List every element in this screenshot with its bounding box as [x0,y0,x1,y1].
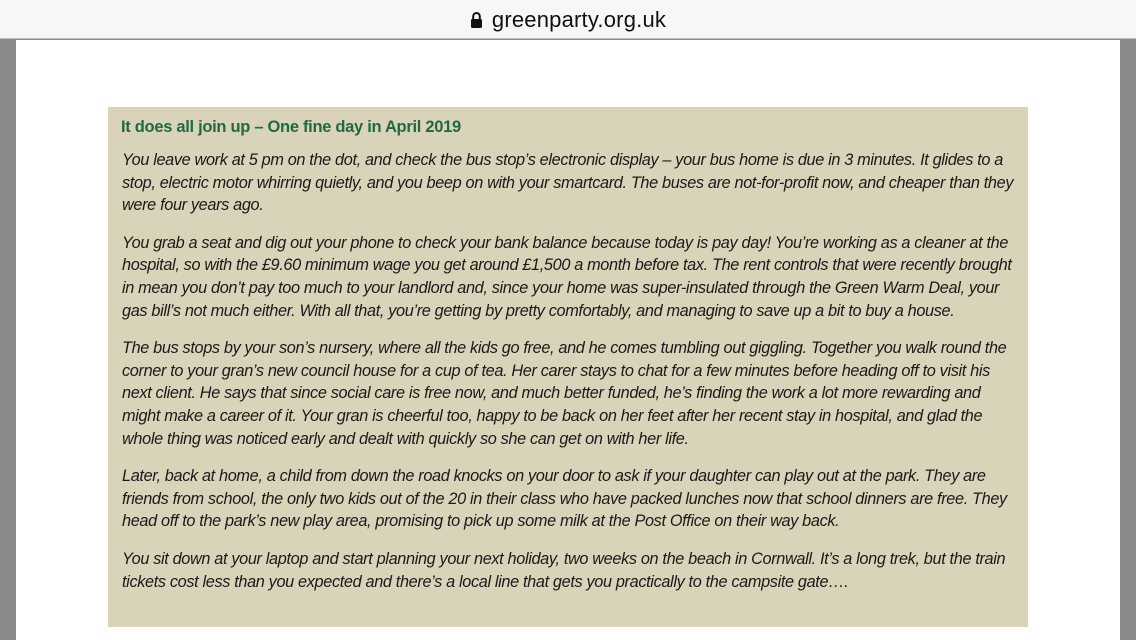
page-content [16,40,1120,640]
url-text[interactable]: greenparty.org.uk [491,6,667,32]
paragraph-holiday: You sit down at your laptop and start planning your next holiday, two weeks on the beach in Cornwall. It’s a long trek, but the train tickets cost less than you expected and there’s a local line that gets you practically to the campsite gate…. [122,549,1006,591]
paragraph-bus: You leave work at 5 pm on the dot, and check the bus stop’s electronic display – your bus home is due in 3 minutes. It glides to a stop, electric motor whirring quietly, and you beep on with your smartcard. The buses are not-for-profit now, and cheaper than they were four years ago. [122,151,1014,215]
paragraph-park: Later, back at home, a child from down the road knocks on your door to ask if your daughter can play out at the park. They are friends from school, the only two kids out of the 20 in their class who have packed lunches now that school dinners are free. They head off to the park’s new play area, promising to pick up some milk at the Post Office on their way back. [122,467,1007,531]
paragraph-nursery: The bus stops by your son’s nursery, where all the kids go free, and he comes tumbling out giggling. Together you walk round the corner to your gran’s new council house for a cup of tea. Her carer stays to chat for a few minutes before heading off to visit his next client. He says that since social care is free now, and much better funded, he’s finding the work a lot more rewarding and might make a career of it. Your gran is cheerful too, happy to be back on her feet after her recent stay in hospital, and glad the whole thing was noticed early and dealt with quickly so she can get on with her life. [122,339,1007,448]
address-bar-content[interactable] [470,7,666,33]
box-title: It does all join up – One fine day in April 2019 [121,118,461,136]
lock-icon [470,11,483,29]
address-bar[interactable] [0,0,1136,39]
paragraph-pay-day: You grab a seat and dig out your phone to check your bank balance because today is pay day! You’re working as a cleaner at the hospital, so with the £9.60 minimum wage you get around £1,500 a month before tax. The rent controls that were recently brought in mean you don’t pay too much to your landlord and, since your home was super-insulated through the Green Warm Deal, your gas bill’s not much either. With all that, you’re getting by pretty comfortably, and managing to save up a bit to buy a house. [122,233,1012,320]
article-box [108,107,1028,627]
